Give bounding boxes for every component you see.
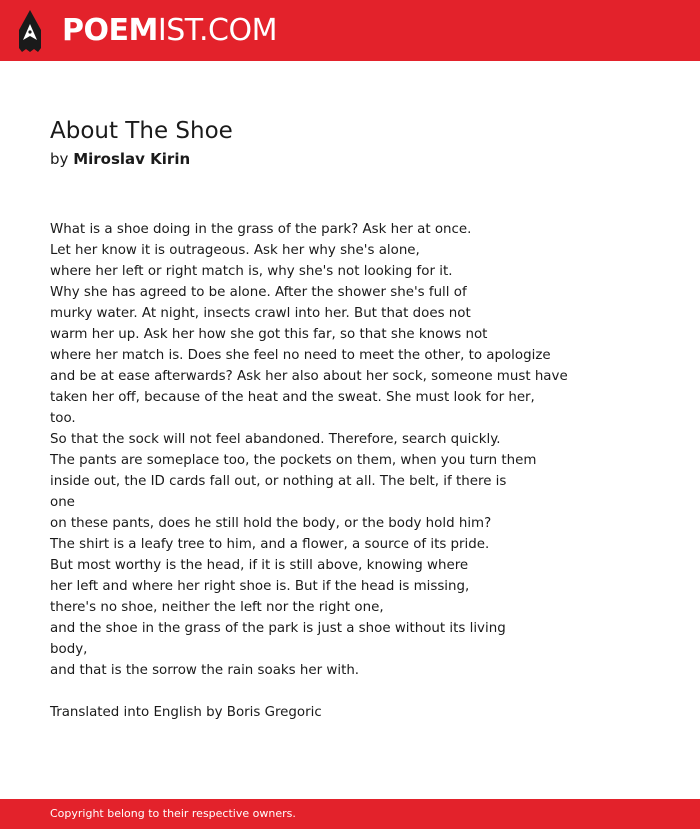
poem-line: and that is the sorrow the rain soaks her with. <box>50 663 360 678</box>
poem-line: Let her know it is outrageous. Ask her why she's alone, <box>50 243 420 258</box>
site-footer <box>0 799 700 829</box>
poem-line: her left and where her right shoe is. But if the head is missing, <box>50 579 470 594</box>
poem-line: What is a shoe doing in the grass of the park? Ask her at once. <box>50 222 472 237</box>
poem-line: The pants are someplace too, the pockets on them, when you turn them <box>50 453 537 468</box>
poem-line: Why she has agreed to be alone. After the shower she's full of <box>50 285 467 300</box>
site-logo-text <box>62 13 277 49</box>
byline <box>50 149 190 169</box>
site-header <box>0 0 700 61</box>
translation-note: Translated into English by Boris Gregoric <box>50 705 322 720</box>
poem-line: and be at ease afterwards? Ask her also about her sock, someone must have <box>50 369 568 384</box>
poem-line: The shirt is a leafy tree to him, and a flower, a source of its pride. <box>50 537 490 552</box>
poem-line: where her left or right match is, why she's not looking for it. <box>50 264 453 279</box>
poem-line: But most worthy is the head, if it is still above, knowing where <box>50 558 469 573</box>
poem-line: So that the sock will not feel abandoned. Therefore, search quickly. <box>50 432 501 447</box>
brand-bold: POEM <box>62 13 158 48</box>
home-link[interactable] <box>0 0 277 61</box>
by-label: by <box>50 150 69 168</box>
poem-line: one <box>50 495 75 510</box>
brand-light: IST.COM <box>157 13 277 48</box>
poem-line: warm her up. Ask her how she got this far, so that she knows not <box>50 327 488 342</box>
poem-title: About The Shoe <box>50 118 233 144</box>
copyright-text: Copyright belong to their respective owners. <box>50 807 296 820</box>
poem-line: inside out, the ID cards fall out, or nothing at all. The belt, if there is <box>50 474 507 489</box>
poem-line: body, <box>50 642 88 657</box>
pen-nib-icon <box>18 10 42 52</box>
poem-line: on these pants, does he still hold the body, or the body hold him? <box>50 516 492 531</box>
poem-body <box>50 219 650 681</box>
poem-line: where her match is. Does she feel no need to meet the other, to apologize <box>50 348 551 363</box>
poem-line: there's no shoe, neither the left nor the right one, <box>50 600 384 615</box>
poem-line: murky water. At night, insects crawl into her. But that does not <box>50 306 471 321</box>
poem-line: and the shoe in the grass of the park is just a shoe without its living <box>50 621 506 636</box>
author-name: Miroslav Kirin <box>73 150 191 168</box>
poem-line: too. <box>50 411 76 426</box>
poem-line: taken her off, because of the heat and the sweat. She must look for her, <box>50 390 535 405</box>
